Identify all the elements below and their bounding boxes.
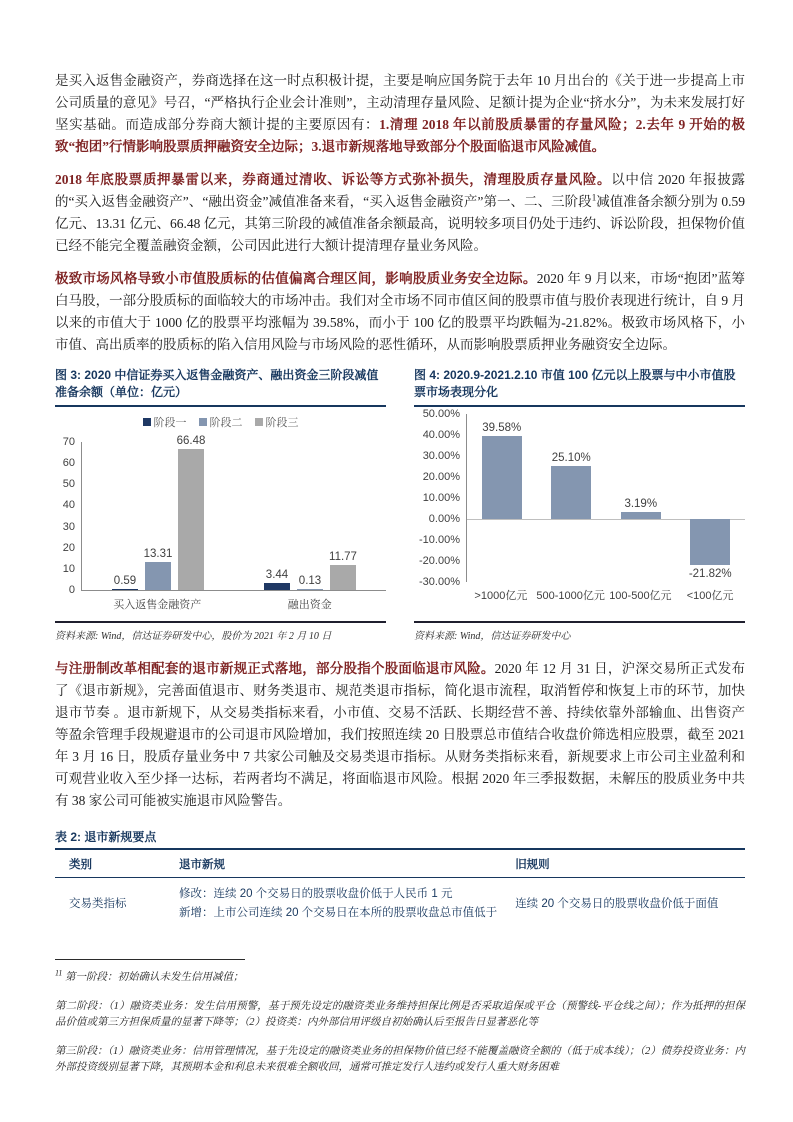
- table-header-cell: 类别: [55, 850, 165, 878]
- figure-3-title: [55, 367, 386, 407]
- table-body: [55, 878, 745, 930]
- value-label: 25.10%: [551, 452, 591, 465]
- x-tick-label: >1000亿元: [474, 590, 528, 602]
- text-run: 减值准备余额分别为 0.59 亿元、13.31 亿元、66.48 亿元，其第三阶段的减值准备余额最高，说明较多项目仍处于违约、诉讼阶段，担保物价值已经不能完全覆盖融资金额，公司因此进行大额计提清理存量业务风险。: [55, 194, 746, 253]
- table-cell-new-rule: [165, 878, 501, 930]
- plot-area: [466, 414, 745, 582]
- text-run: 以中信 2020 年报披露的“买入返售金融资产”、“融出资金”减值准备来看，“买入返售金融资产”第一、二、三阶段: [55, 172, 746, 209]
- table-cell-line: 新增：上市公司连续 20 个交易日在本所的股票收盘总市值低于: [179, 907, 498, 919]
- y-tick-label: 50.00%: [422, 408, 460, 420]
- figure-3-title-text: 2020 中信证券买入返售金融资产、融出资金三阶段减值准备余额（单位：亿元）: [55, 368, 379, 399]
- table-header-cell: 旧规则: [501, 850, 745, 878]
- bar-slot: [537, 414, 607, 582]
- figure-4-chart: [414, 408, 745, 612]
- x-tick-label: 融出资金: [287, 599, 332, 611]
- bar: [264, 568, 290, 590]
- figure-4-title: [414, 367, 745, 407]
- bar: [688, 519, 732, 580]
- bar: [329, 551, 357, 590]
- value-label: 3.19%: [624, 498, 658, 511]
- figure-4-title-text: 2020.9-2021.2.10 市值 100 亿元以上股票与中小市值股票市场表现分化: [414, 368, 736, 399]
- text-run: 11: [55, 968, 63, 978]
- x-tick-label: 100-500亿元: [609, 590, 672, 602]
- legend-item: 阶段一: [143, 414, 187, 430]
- body-paragraphs-top: [55, 70, 745, 356]
- paragraph: [55, 70, 745, 158]
- text-run: 2020 年 9 月以来，市场“抱团”蓝筹白马股，一部分股质标的面临较大的市场冲击。我们对全市场不同市值区间的股票市值与股价表现进行统计，自 9 月以来的市值大于 1000 亿的股票平均涨幅为 39.58%，而小于 100 亿的股票平均跌幅为-21.82%。极致市场风格下，小市值、高出质率的股质标的陷入信用风险与市场风险的恶性循环，从而影响股票质押业务融资安全边际。: [55, 271, 746, 352]
- legend-swatch-icon: [143, 418, 151, 426]
- y-tick-label: 30.00%: [422, 450, 460, 462]
- bar: [176, 435, 206, 590]
- value-label: -21.82%: [688, 567, 732, 580]
- legend-swatch-icon: [255, 418, 263, 426]
- table-header-row: [55, 850, 745, 878]
- figure-3-label: 图 3:: [55, 368, 82, 382]
- figure-3-source: 资料来源: Wind，信达证券研发中心，股价为 2021 年 2 月 10 日: [55, 621, 386, 642]
- y-tick-label: 0: [68, 584, 75, 596]
- bar: [112, 574, 138, 590]
- value-label: 66.48: [176, 435, 206, 448]
- paragraph: [55, 970, 745, 986]
- value-label: 11.77: [329, 551, 357, 564]
- y-tick-label: 30: [62, 520, 75, 533]
- legend-item: 阶段三: [255, 414, 299, 430]
- text-run: 第二阶段：（1）融资类业务：发生信用预警，基于预先设定的融资类业务维持担保比例是否采取追保或平仓（预警线-平仓线之间）；作为抵押的担保品价值或第三方担保质量的显著下降等；（2）投资类：内外部信用评级自初始确认后至报告日显著恶化等: [55, 1001, 745, 1028]
- table-2-block: [55, 828, 745, 929]
- figure-3-chart: [55, 414, 386, 612]
- legend-swatch-icon: [199, 418, 207, 426]
- figures-row: [55, 367, 745, 642]
- y-tick-label: 10.00%: [422, 492, 460, 504]
- x-axis-labels: [466, 587, 745, 603]
- bar-group: [234, 442, 386, 590]
- footnotes: [55, 970, 745, 1076]
- page-content: [55, 70, 745, 1089]
- paragraph: [55, 268, 745, 356]
- y-tick-label: 20.00%: [422, 471, 460, 483]
- table-cell-line: 修改：连续 20 个交易日的股票收盘价低于人民币 1 元: [179, 888, 453, 900]
- body-paragraphs-bottom: [55, 658, 745, 812]
- bar-slot: [676, 414, 746, 582]
- value-label: 0.59: [113, 574, 137, 587]
- legend-item: 阶段二: [199, 414, 243, 430]
- table-2: [55, 850, 745, 929]
- y-tick-label: -30.00%: [419, 576, 460, 588]
- text-run: 2020 年 12 月 31 日，沪深交易所正式发布了《退市新规》，完善面值退市、财务类退市、规范类退市指标，简化退市流程，取消暂停和恢复上市的环节，加快退市节奏 。退市新规下，从交易类指标来看，小市值、交易不活跃、长期经营不善、持续依靠外部输血、出售资产等盈余管理手段规避退市的公司退市风险增加，我们按照连续 20 日股票总市值结合收盘价筛选相应股票，截至 2021 年 3 月 16 日，股质存量业务中 7 共家公司触及交易类退市指标。从财务类指标来看，新规要求上市公司主业盈利和可观营业收入至少择一达标，若两者均不满足，将面临退市风险。根据 2020 年三季报数据，未解压的股质业务中共有 38 家公司可能被实施退市风险警告。: [55, 661, 746, 808]
- value-label: 39.58%: [482, 421, 522, 434]
- bar-group: [82, 435, 234, 590]
- emphasis-text: 极致市场风格导致小市值股质标的估值偏离合理区间，影响股质业务安全边际。: [55, 271, 537, 286]
- value-label: 0.13: [298, 575, 322, 587]
- bar: [482, 421, 522, 519]
- text-run: 第一阶段：初始确认未发生信用减值；: [62, 972, 244, 983]
- paragraph: [55, 999, 745, 1031]
- y-tick-label: 0.00%: [428, 513, 460, 525]
- bar-slot: [606, 414, 676, 582]
- table-header-cell: 退市新规: [165, 850, 501, 878]
- y-axis: [414, 408, 466, 588]
- plot-area: [81, 435, 386, 591]
- legend: [55, 414, 386, 430]
- figure-4-source: 资料来源: Wind，信达证券研发中心: [414, 621, 745, 642]
- figure-4: [414, 367, 745, 642]
- emphasis-text: 与注册制改革相配套的退市新规正式落地，部分股指个股面临退市风险。: [55, 661, 495, 676]
- x-tick-label: <100亿元: [686, 590, 734, 602]
- y-tick-label: 40.00%: [422, 429, 460, 441]
- bar: [143, 547, 173, 590]
- y-tick-label: -10.00%: [419, 534, 460, 546]
- table-cell-category: 交易类指标: [69, 897, 127, 910]
- text-run: 1: [591, 192, 597, 203]
- x-axis-labels: [81, 596, 386, 612]
- emphasis-text: 2018 年底股票质押暴雷以来，券商通过清收、诉讼等方式弥补损失，清理股质存量风险。: [55, 172, 612, 187]
- emphasis-text: 1.清理 2018 年以前股质暴雷的存量风险；2.去年 9 开始的极致“抱团”行情影响股票质押融资安全边际；3.退市新规落地导致部分个股面临退市风险减值。: [55, 117, 745, 154]
- bar-slot: [467, 414, 537, 582]
- table-2-title: [55, 828, 745, 850]
- y-tick-label: 10: [62, 562, 75, 575]
- y-tick-label: 60: [62, 457, 75, 470]
- y-tick-label: 70: [62, 436, 75, 448]
- table-2-label: 表 2:: [55, 830, 82, 844]
- y-tick-label: 50: [62, 478, 75, 491]
- paragraph: [55, 169, 745, 257]
- paragraph: [55, 658, 745, 812]
- table-2-title-text: 退市新规要点: [84, 830, 157, 844]
- value-label: 3.44: [265, 568, 289, 581]
- y-tick-label: 40: [62, 499, 75, 512]
- x-tick-label: 500-1000亿元: [536, 590, 605, 602]
- text-run: 第三阶段：（1）融资类业务：信用管理情况，基于先设定的融资类业务的担保物价值已经不能覆盖融资全额的（低于成本线）；（2）债券投资业务：内外部投资级别显著下降，其预期本金和利息未来很难全额收回，通常可推定发行人违约或发行人重大财务困难: [55, 1046, 745, 1073]
- y-tick-label: 20: [62, 541, 75, 554]
- paragraph: [55, 1044, 745, 1076]
- figure-4-label: 图 4:: [414, 368, 441, 382]
- x-tick-label: 买入返售金融资产: [113, 599, 202, 611]
- text-run: 是买入返售金融资产，券商选择在这一时点积极计提，主要是响应国务院于去年 10 月出台的《关于进一步提高上市公司质量的意见》号召，“严格执行企业会计准则”，主动清理存量风险、足额计提为企业“挤水分”，为未来发展打好坚实基础。而造成部分券商大额计提的主要原因有：: [55, 73, 745, 132]
- y-axis: [55, 436, 81, 596]
- footnote-divider: [55, 959, 245, 960]
- table-cell-old-rule: 连续 20 个交易日的股票收盘价低于面值: [515, 897, 719, 910]
- bar: [551, 452, 591, 519]
- bar: [297, 575, 323, 590]
- value-label: 13.31: [143, 547, 173, 560]
- bar: [621, 498, 661, 519]
- figure-3: [55, 367, 386, 642]
- y-tick-label: -20.00%: [419, 555, 460, 567]
- table-row: [55, 878, 745, 930]
